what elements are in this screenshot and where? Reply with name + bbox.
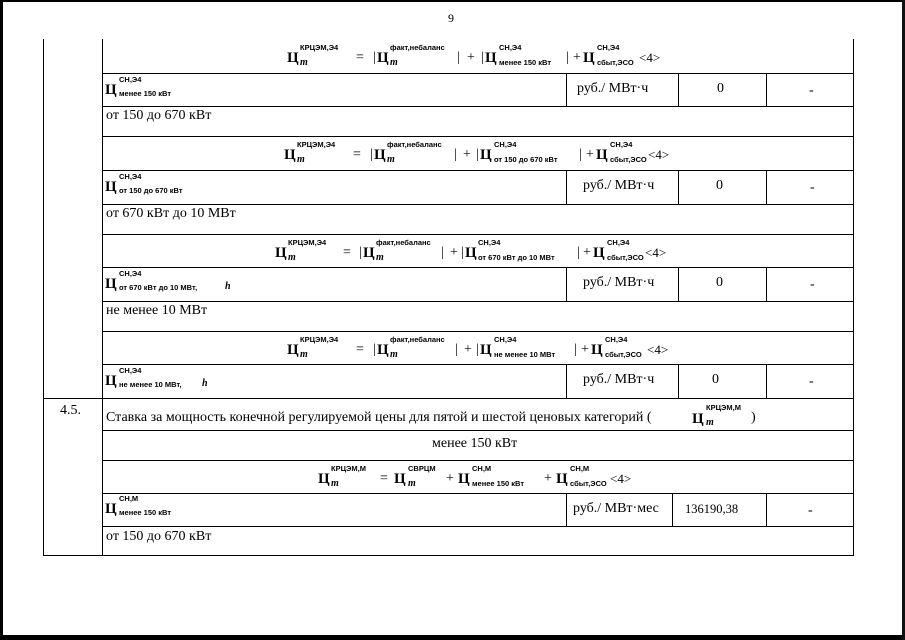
formula-superscript: СН,М [570, 464, 590, 473]
formula-operator: + [464, 342, 472, 357]
formula-subscript: сбыт,ЭСО [570, 479, 607, 488]
formula-operator: + [467, 50, 475, 65]
page-number: 9 [448, 11, 454, 25]
dash-cell: - [808, 503, 813, 518]
row-divider [102, 301, 854, 302]
formula-subscript: менее 150 кВт [472, 479, 525, 488]
row-divider [102, 364, 854, 365]
formula-subscript: m [300, 57, 308, 68]
formula-symbol: Ц [394, 471, 406, 487]
formula-symbol: Ц [105, 179, 117, 195]
formula-symbol: Ц [458, 471, 470, 487]
unit-cell: руб./ МВт·ч [583, 372, 655, 387]
formula-subscript: m [331, 478, 339, 489]
scan-edge-bottom [0, 635, 905, 640]
formula-subscript: m [706, 417, 714, 428]
formula-subscript: не менее 10 МВт, [119, 380, 182, 389]
cell-divider [766, 73, 767, 107]
table-column-divider [102, 39, 103, 556]
dash-cell: - [810, 180, 815, 195]
formula-subscript: m [390, 349, 398, 360]
formula-subscript: m [300, 349, 308, 360]
formula-operator: | [579, 147, 582, 162]
unit-cell: руб./ МВт·ч [577, 81, 649, 96]
formula-subscript: не менее 10 МВт [494, 350, 556, 359]
formula-superscript: СН,Э4 [478, 238, 501, 247]
cell-divider [678, 364, 679, 399]
formula-operator: | [370, 147, 373, 162]
formula-superscript: СН,Э4 [499, 43, 522, 52]
formula-symbol: Ц [465, 245, 477, 261]
value-cell: 0 [712, 372, 719, 387]
section-heading: от 150 до 670 кВт [106, 529, 212, 544]
cell-divider [566, 73, 567, 107]
formula-superscript: СН,Э4 [494, 140, 517, 149]
formula-subscript: от 150 до 670 кВт [119, 186, 183, 195]
formula-superscript: СН,М [472, 464, 492, 473]
formula-subscript: h [225, 281, 231, 292]
section-heading: от 150 до 670 кВт [106, 108, 212, 123]
formula-operator: + [450, 245, 458, 260]
formula-superscript: КРЦЭМ,Э4 [297, 140, 336, 149]
formula-superscript: КРЦЭМ,Э4 [288, 238, 327, 247]
formula-superscript: КРЦЭМ,М [331, 464, 366, 473]
formula-subscript: от 670 кВт до 10 МВт, [119, 283, 198, 292]
formula-subscript: m [387, 154, 395, 165]
row-number: 4.5. [60, 403, 81, 418]
scan-edge-left [0, 0, 3, 640]
row-divider [102, 204, 854, 205]
formula-footnote-ref: <4> [639, 50, 661, 65]
section-heading: от 670 кВт до 10 МВт [106, 206, 236, 221]
formula-subscript: m [408, 478, 416, 489]
formula-operator: | [457, 50, 460, 65]
formula-symbol: Ц [105, 501, 117, 517]
formula-operator: | [455, 342, 458, 357]
formula-superscript: СН,Э4 [605, 335, 628, 344]
cell-divider [766, 493, 767, 527]
formula-symbol: Ц [363, 245, 375, 261]
formula-operator: = [380, 471, 388, 486]
formula-superscript: СН,Э4 [119, 366, 142, 375]
row-divider [102, 430, 854, 431]
formula-operator: + [446, 471, 454, 486]
cell-divider [672, 493, 673, 527]
formula-symbol: Ц [593, 245, 605, 261]
formula-superscript: КРЦЭМ,М [706, 403, 741, 412]
formula-superscript: СВРЦМ [408, 464, 436, 473]
row-divider [102, 526, 854, 527]
formula-symbol: Ц [377, 50, 389, 66]
formula-symbol: Ц [692, 411, 704, 427]
section-heading: не менее 10 МВт [106, 303, 208, 318]
value-cell: 136190,38 [685, 502, 739, 516]
formula-operator: | [441, 245, 444, 260]
row-divider [102, 267, 854, 268]
cell-divider [566, 364, 567, 399]
formula-superscript: КРЦЭМ,Э4 [300, 43, 339, 52]
row-divider [102, 106, 854, 107]
formula-symbol: Ц [275, 245, 287, 261]
cell-divider [566, 493, 567, 527]
formula-symbol: Ц [485, 50, 497, 66]
formula-symbol: Ц [374, 147, 386, 163]
formula-symbol: Ц [318, 471, 330, 487]
formula-operator: | [476, 147, 479, 162]
cell-divider [678, 170, 679, 205]
formula-subscript: сбыт,ЭСО [610, 155, 647, 164]
formula-symbol: Ц [480, 147, 492, 163]
table-border-left [43, 39, 44, 556]
formula-subscript: менее 150 кВт [119, 89, 172, 98]
dash-cell: - [810, 277, 815, 292]
formula-superscript: факт,небаланс [390, 335, 445, 344]
row-divider [102, 170, 854, 171]
formula-operator: | [454, 147, 457, 162]
formula-superscript: СН,Э4 [119, 75, 142, 84]
formula-operator: + [544, 471, 552, 486]
formula-operator: | [476, 342, 479, 357]
formula-krtsem-e4-lt150 [287, 40, 687, 72]
formula-symbol: Ц [287, 50, 299, 66]
formula-footnote-ref: <4> [645, 245, 667, 260]
formula-subscript: m [390, 57, 398, 68]
formula-operator: = [356, 342, 364, 357]
row-title-text: ) [751, 410, 756, 425]
formula-symbol: Ц [287, 342, 299, 358]
formula-superscript: СН,Э4 [610, 140, 633, 149]
table-bottom-border [43, 555, 854, 556]
row-title-text: Ставка за мощность конечной регулируемой цены для пятой и шестой ценовых категорий ( [106, 410, 652, 425]
formula-footnote-ref: <4> [647, 342, 669, 357]
formula-superscript: факт,небаланс [376, 238, 431, 247]
formula-subscript: m [288, 252, 296, 263]
scan-edge-top [0, 0, 905, 2]
row-title-4-5 [106, 400, 851, 430]
formula-symbol: Ц [105, 82, 117, 98]
cell-divider [678, 73, 679, 107]
formula-operator: | [577, 245, 580, 260]
value-cell: 0 [716, 275, 723, 290]
formula-symbol: Ц [556, 471, 568, 487]
formula-symbol: Ц [591, 342, 603, 358]
formula-superscript: факт,небаланс [387, 140, 442, 149]
formula-subscript: сбыт,ЭСО [597, 58, 634, 67]
formula-symbol: Ц [284, 147, 296, 163]
cell-divider [766, 170, 767, 205]
formula-symbol: Ц [105, 276, 117, 292]
formula-subscript: менее 150 кВт [119, 508, 172, 517]
formula-symbol: Ц [480, 342, 492, 358]
formula-subscript: от 670 кВт до 10 МВт [478, 253, 555, 262]
formula-subscript: от 150 до 670 кВт [494, 155, 558, 164]
formula-operator: | [481, 50, 484, 65]
formula-operator: + [573, 50, 581, 65]
value-cell: 0 [717, 81, 724, 96]
dash-cell: - [809, 374, 814, 389]
formula-operator: = [343, 245, 351, 260]
cell-divider [566, 267, 567, 302]
formula-operator: | [359, 245, 362, 260]
cell-divider [766, 364, 767, 399]
section-heading: менее 150 кВт [432, 436, 518, 451]
cell-divider [766, 267, 767, 302]
formula-symbol: Ц [596, 147, 608, 163]
formula-operator: | [566, 50, 569, 65]
formula-operator: | [574, 342, 577, 357]
cell-divider [566, 170, 567, 205]
formula-operator: + [586, 147, 594, 162]
cell-divider [678, 267, 679, 302]
formula-superscript: факт,небаланс [390, 43, 445, 52]
formula-subscript: сбыт,ЭСО [607, 253, 644, 262]
formula-operator: + [581, 342, 589, 357]
formula-krtsem-e4-150-670 [284, 137, 704, 169]
formula-footnote-ref: <4> [648, 147, 670, 162]
formula-superscript: КРЦЭМ,Э4 [300, 335, 339, 344]
formula-operator: = [356, 50, 364, 65]
unit-cell: руб./ МВт·мес [573, 501, 659, 516]
formula-krtsem-m-lt150 [318, 461, 648, 493]
row-divider [102, 493, 854, 494]
unit-cell: руб./ МВт·ч [583, 178, 655, 193]
row-divider [102, 73, 854, 74]
formula-superscript: СН,Э4 [494, 335, 517, 344]
dash-cell: - [809, 83, 814, 98]
formula-krtsem-e4-ge10 [287, 332, 707, 364]
unit-cell: руб./ МВт·ч [583, 275, 655, 290]
formula-symbol: Ц [377, 342, 389, 358]
formula-superscript: СН,Э4 [607, 238, 630, 247]
table-border-right [853, 39, 854, 556]
formula-operator: + [583, 245, 591, 260]
row-divider-section [43, 398, 854, 399]
formula-symbol: Ц [105, 373, 117, 389]
value-cell: 0 [716, 178, 723, 193]
formula-operator: | [461, 245, 464, 260]
formula-operator: + [463, 147, 471, 162]
formula-subscript: m [376, 252, 384, 263]
formula-superscript: СН,М [119, 494, 139, 503]
formula-operator: = [353, 147, 361, 162]
formula-operator: | [373, 50, 376, 65]
formula-subscript: менее 150 кВт [499, 58, 552, 67]
formula-symbol: Ц [583, 50, 595, 66]
formula-superscript: СН,Э4 [119, 269, 142, 278]
formula-superscript: СН,Э4 [119, 172, 142, 181]
formula-subscript: m [297, 154, 305, 165]
formula-subscript: сбыт,ЭСО [605, 350, 642, 359]
formula-footnote-ref: <4> [610, 471, 632, 486]
formula-subscript: h [202, 378, 208, 389]
formula-krtsem-e4-670-10 [275, 235, 695, 267]
formula-superscript: СН,Э4 [597, 43, 620, 52]
formula-operator: | [373, 342, 376, 357]
